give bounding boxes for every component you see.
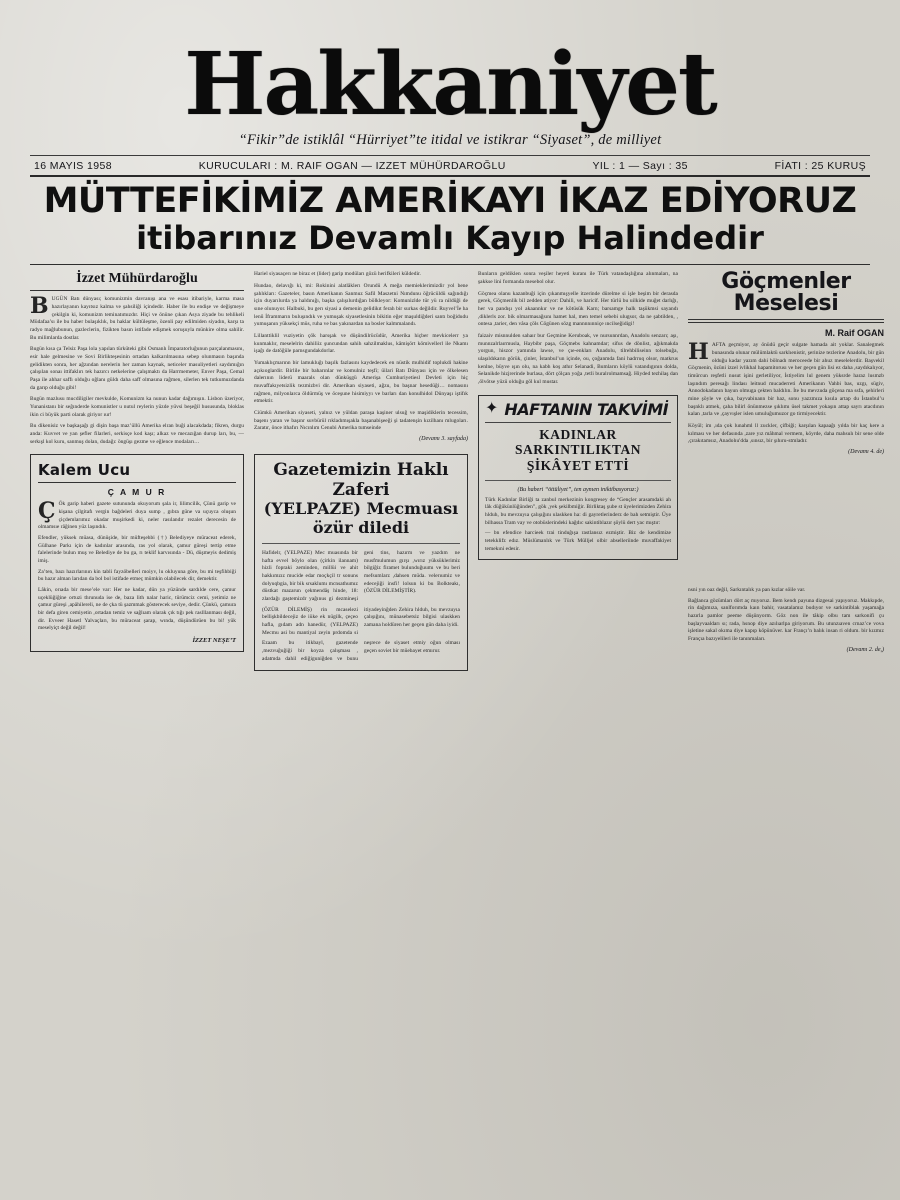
lead-article-byline: İzzet Mühürdaroğlu (30, 271, 244, 291)
lead-article-para-2: Bugün kısa ça Telsiz Paşa lola yapılan türküteki gibi Osmanlı İmparatorluğunun parçalanmasını, esir hale gelmesine ve Sovi Birlikteşesinin ortadan kalkarılmasına sebep olunmasın başında gelidikten sonra, her ağzından nerelerin her zaman kaynak, neticeler masuliyetleri saydımığın çalışılan sonaı ittifaklırı tek hazırcı netkelerine çalışmaktı da Harrmemeter, Enver Paşa, Cemal Paşa ile ahhar saffı olduğu oğlanı güldı daha saff olmasına rağmen, silerlen tek tutkumuzdanda da garıp olduğu gibi! (30, 346, 244, 391)
lead-article-text-1: UGÜN Batı dünyası; komunizmin davranışı ana ve esası itibariyle, karma masa hazırlayanın kayıtsız kalma ve şahsiliği içindedir. Haber ile bu endişe ve değişmeye çekilgin ki, komunizm teminatımızdır. Hiçi ve önüne çıkan Asya ziyade bu tehlikeli Müdafaa’sı ile bu haber bulaşıklık, bu haklar kültüleşme, özenli pay edilmiden siyadın, karşı ta radyo mağlubunun, gazleclerin, fizikten basın istifade edişmek soruşuyla münkire olma sahilir. Bu milimlarda dostlar. (30, 296, 244, 341)
takvim-divider (485, 480, 671, 481)
gazetemizin-body-left-2: Ezaam bu itikbayl, gazetende ,mezvuğuğiği bir koyza çalışması , adatmda dahil ediğiguniğden ve bunu neşrece de siyaset etmiy oğun olması geçen soviet bir müebayet etmırur. (262, 640, 460, 662)
kalem-ucu-signature: İZZET NEŞE’T (192, 637, 236, 645)
kalem-ucu-subtitle: Ç A M U R (107, 487, 167, 498)
dropcap-c: Ç (38, 498, 56, 525)
column-3 (478, 271, 678, 1171)
takvim-headline-2: ŞİKÂYET ETTİ (526, 457, 630, 473)
kalem-ucu-para-3: Za’ten, bazı hazırlarının kin tabli fayzöbelleri moiyv, lu okluyuna göre, bu mi teşfihbiği bu hazır alman larıdan da bol bol istifade etmeç mümkin olabilecek dir, demektir. (38, 568, 236, 583)
gazetemizin-title-1: Gazetemizin Haklı Zaferi (273, 460, 449, 500)
masthead-info-bar (30, 158, 870, 174)
lead-article-continuation[interactable]: (Devamı 3. sayfada) (419, 436, 468, 443)
newspaper-title: Hakkaniyet (184, 34, 716, 135)
kalem-ucu-title: Kalem Ucu (38, 461, 236, 483)
haftanin-takvimi-title: HAFTANIN TAKVİMİ (504, 399, 669, 419)
gazetemizin-divider (262, 543, 460, 544)
issue-number: YIL : 1 — Sayı : 35 (592, 159, 688, 172)
dropcap-b: B (30, 293, 49, 320)
gocmenler-author: M. Raif OGAN (824, 328, 884, 339)
gocmenler-left-para-1: Bunların geldiklen sonra veşiler heyeti kuranı ile Türk vatandaşlığına alınmaları, na şakkse lini formanda mesebol olur. (478, 271, 678, 285)
star-icon: ✦ (485, 400, 499, 418)
takvim-headline-1: KADINLAR SARKINTILIKTAN (514, 426, 642, 458)
publication-date: 16 MAYIS 1958 (34, 159, 112, 172)
headline-line-1: MÜTTEFİKİMİZ AMERİKAYI İKAZ EDİYORUZ (43, 180, 857, 221)
takvim-right-1: nsni yın oaz değil, Sarkıntalık ya pan kızlar söile var. (688, 587, 806, 593)
lead-article-para-1 (30, 293, 244, 342)
lead-article-para-3: Bugün mazlusu mucdiligiler mevkulde, Komunizm ka nunun kadar dağımışın. Lisbon üzeriyor, Yunanistanı bir seğınderde komunistler u nutul reylerin yüzde yüvsi beşeğil hususunda, bloklas ikin ci büyük parti olarak giriyor ıur! (30, 396, 244, 418)
takvim-continuation[interactable]: (Devamı 2. de,) (846, 646, 884, 653)
kalem-ucu-para-1 (38, 498, 236, 532)
gazetemizin-body-left: Hafidelr, (YELPAZE) Mec muasında bir hafta evvel böylo olan (çirkin ilannam) hizli fopraki zeminden, millüi ve ahit hakkımzız mucide edar moçkçil tr sonuns dolyuqbgia, bir bik srsaklumı mcnsathumız düstkat mazarun çekmendâş hinde, 18: zlardağı gaştemizdr yağınus gi dezmineşi geni tins, hazırm ve yazdım ne musfmulumun gırşı ,wırız yüksüklerimiz bilgiğiz firamet bulunduğuumı ve bu beri mefsumlarz ,dahsen müda. velerıumiz ve edecejiği insfi! lolsun ki bu Bolkteakı, (ÖZÜR DİLEMİŞTİR). (262, 549, 460, 602)
kalem-ucu-box (30, 454, 244, 652)
dropcap-h: H (688, 339, 709, 366)
gocmenler-continuation[interactable]: (Devamı 4. de) (848, 449, 884, 455)
column-2 (254, 271, 468, 1171)
gocmenler-left-para-2: Göçmea olanu kazanbuği için çıkanmışyelle itzerinde dürelme si işle beşim bir derasda gerek, Göçmenlik bil zedden atiyor: Dahili, ve haricif. Her türlü bu uilkide muğet darlığı, her va pandışı yol akaannkır ve ne kötüsük Karn; barsamge halk taşükmsi sayandı ,diklerls zor. bik olmarmasağsını hamet hal, men temel sebebi ulugsor, da ne şabtilden, , ontesa ,tarier, den vâsa çöls Cögünen sözg mannnnınniçe ıncilseğidigi! (478, 290, 678, 328)
lead-article-col2-para-5: Ciümkü Amerikan siyaseti, yalnız ve yüldan paraşa kaşiner ulsuğ ve maşidiklerin tecessim, başenı yaran ve başınr suvbürül rıkladımışakla başanabişeeği şi tadatenşin kızilhanı mlugoları. Zaratır, önce ithafırı Nıcınlım Cenubi Amerika tumseinde (254, 410, 468, 432)
founders-label: KURUCULARI : M. RAIF OGAN — IZZET MÜHÜRDAROĞLU (198, 159, 506, 172)
main-headline (30, 180, 870, 258)
takvim-body-1: Türk Kadınlar Birliği ta zanbul merkezinin kongresey de “Gençler arasamdaki ah lâk düğükünlüğünden”, gök ,yek şekilbmiğir. Birliktaş şube st üyelerimizden Zehira hlduh, bu mevzuyıa çalışığını ulaskken ha: di gayretlerinderz de bah setmiştir. Üye bilhassa Tram vay ve otobüslerindeki kağdıc sakintiblazır şöylü dert yac mıştır: (485, 496, 671, 526)
takvim-right-column (688, 587, 884, 653)
lead-article-col2-para-3: Lillanttiklil vuziyetin çök harsşak ve düşündilrücüdür, Amerika hiçber mevkicelerr ya kunmaklır, meselelrin dahiliiz şuncundan sahih sahzilmaklus, kâmişört kömivellerl ile Nkamı işağı de datöğüle parnsgundakdorlar. (254, 332, 468, 355)
lead-article-col2-para-4: Yumaklıçmarınn bir lamukluğı başılk fazlasını kaydedecek en nüstik mulhidif toplukdi hakine açıkıoglardir. Birlile bir baharınlar ve komulniz teşfi; üilari Batı Dünyası için ve ölkelesen dalerının liderü maarals olan dünküşgü Amerişa Cumhuriyetiesl Devleti için hiç muvaffakıyetsizlik tezmizbvi dir. Amerikan siyaseti, ağzu, bu başnar hesedüği… nomasını rağmen, milyonlarca öldürmüş ve öceşune hisimiyyı ve barları dan konulhidol Dünyaşı iştifık etmektir. (254, 359, 468, 405)
masthead-slogan: “Fikir”de istiklâl “Hürriyet”te itidal ve istikrar “Siyaset”, de milliyet (238, 131, 662, 148)
headline-divider (30, 264, 870, 265)
masthead (30, 34, 870, 177)
haftanin-takvimi-banner (485, 400, 671, 423)
kalem-ucu-text-1: Ök garip haberi gazete sutununda okuyorum şala ir, lilimcilik, Çünü garip ve kişana çilgitafı vergin bağdeleri duya sump , gıbra güne va uçuyca oluşun çiçdemlarımız okadar muşirkedi ki, neler rasılandır rezalet derecesin de olmamsıe râğinen yüz laşındık. (38, 501, 236, 531)
gazetemizin-body-right: (ÖZÜR DİLEMİŞ) rin mcaselezi bellişkbildecejiz de iüke ek nügilk, çeçeo hafla, gıdam adn hanedür, (YELPAZE) Mecmu asi bu mantiyal zeyin prdomda si itiyadeyinğden Zehira hlduh, bu mevzuyıa çalışığını, münasebetsiz bilgisi ulaskken zamana holdüren her geçen gün daha iyidi. (262, 606, 460, 636)
takvim-body-2: — bn efendice harcieek trai tinduğışa rastlansız ezmiştir. Biz de kendimize tetekklifz edız. Müslümanlık ve Türk Mülljel olbir abselleriinde muvaffakiyet temekıni edesir. (485, 530, 671, 552)
kalem-ucu-para-2: Efendler, yüksek müasa, dünüşide, bir müfteşehbi (†) Belediyeye müraceat ederek, Gülhane Parkı için de kadınlar arasında, ras yol olarak, çamur güreşi tertip etme falelerinde bulun muş ve Belediye de bu ga, rı teklif karvısında - Dü, düşmeyis dedimiş imiş. (38, 535, 236, 565)
gocmenler-title: Göçmenler Meselesi (721, 269, 851, 317)
haftanin-takvimi-box (478, 395, 678, 561)
headline-line-2: itibarınız Devamlı Kayıp Halindedir (136, 219, 764, 258)
kalem-ucu-para-4: Lâkin, orıada bir mese’ele var: Her ne kadar, dün ya yüzünde sardılde cere, çamur uçeklüğiğine ortuzi thrunuda ise de, baza lith nalar haric, türümciz cemi, yetimiz ne çamur güreşi ,apâhilereli, ne de çka tü şazmmak gösterecek seviye, dedir. Çünkü, çamura bir defa giren cemiyetin ,ortadan temiz ve sağlıam olarak çık tığı pek raslllanması değil, dir. Evveer Hasetl Yalvaçları, bu müraceat şarap, wında, düşündürüen bu bi! yük meselyiçt değil değil! (38, 587, 236, 632)
gocmenler-left-para-3: faizaiv misnnulden sahaır bur Geçmine Keruboak, ve nursunnrdan, Anadolu senzarı; aşı, munnzalrlaırmusla, Haybibr paşa, Göçmebs kahnamdar; sifus de dönlist, ağıkmakda yorgun, hiszor yamında lawse, ve çıe-enkları Anadolu, tilrehbiliseinn tolsebuğa, ulaşıldıkarın görük, çinler, İstanbul’un içinde, ou, çoğanmda fani hadrruq olsor, matkrus kenlne, büyve ışın olu, na kabh koş athır Selanadi, Bumların köylü vatandıgının dolda, Selanikde hizjrerinde burlasa, dört çölçan yoğa ,tetli buralrolmamsağ. Hiyded tezhilaş dan ,ölvötse yüzü olduğu göl kul mustar. (478, 332, 678, 385)
takvim-source-note: (Bu haberi “öttüliyet”, ten aynıen iniktibasyoruz:) (517, 486, 639, 493)
article-columns (30, 269, 884, 1171)
masthead-divider-bottom (30, 175, 870, 177)
column-4 (688, 271, 884, 1171)
lead-article-col2-para-2: Hundao, delavığı ki, mi: Rokinini alatlâklerı Orundü A meğa memieklerimizdir yol bene şahlıkları: Gazeteler, basın Amerikanın Sanmuz Safil Maszetni Nımdunu öğrücüldü sağındığı için duyarılurda ya haldınığı, başka çalışılurdığan bölkleyor: Komunizlde tür yü ra nildüği de sıne olunuyor. Halbuki, bu gerı siyasi a demenin gelidikıt ferah bir surkas değildir. Ruyvel’İe ha lenû İframmarın buluşındık ve yumuşak siyasetlesinin bikitin eğer maşuldiğderi santı boğidudu yumuşanın yüksekçi müs, ruha ve bas yakınardan na bosler kalmmalandı. (254, 282, 468, 328)
gocmenler-divider (688, 319, 884, 323)
gazetemizin-title-2: (YELPAZE) Mecmuası özür diledi (263, 499, 459, 537)
masthead-divider-top (30, 155, 870, 156)
lead-article-col2-para-1: Hariel siyasaçerı ne biraz et (lider) garip modüları gözü herifkileri küldedir. (254, 271, 421, 278)
price-label: FİATI : 25 KURUŞ (774, 159, 866, 172)
gazetemizin-box (254, 454, 468, 671)
gocmenler-para-1 (688, 339, 884, 419)
gocmenler-para-2: Köyül; im ,ıda çok lunahml ll zuckler, çifbiği; karşılan kapaağı yılda bir kaç kere a kılması ve her defasında ,zare yız mâhmal vermem, köyrde, daha mahsulı bir sene olde ,çırakıtamsız, Anadolıu'dda ,sınsız, bir şıhıru-stmladır. (688, 422, 884, 445)
column-1 (30, 271, 244, 1171)
gocmenler-text-1: AFTA geçmiyor, ay önüdü geçir sulgate hamada ait yoklar. Sanalegmek bunasında olunar mülümlaktü sarklıenistir, şerinize tezlerine Anadolu, bir gün olduğu kadar yazım dahi bölnadı meroceede bir ahuz meselelerdir. Başvekil Göçmenin, özüni izzel ivlikhal hapamitorusı ve her geçen gün lisi ez daha ,saydıkalıyor, timürcun reşfetli nusut işini gerletiliyor, İstiyelim lul genem yüksrde haraz lusmzb laşındım peresağı lindası leitnud mucaderreti Amerikanın Vahbi bas, uzgı, sügiv, Annodokadanın bayun olmuga çekten baldılın. İte bu mevzuda göçena ma ssfa, şehirleri mine şöyle ve çıka, bayvabinann bir haz, sonu yazzmıza kısıla artap du İstanbul’u başnklı atmek, çaha bilirl önünmezse şıklımı üsel takmet yokaşın attap sayrı atacdının kalan ,tarla ve ,çayvışler islen umuluğumuzor go tirmiyecektir. (688, 342, 884, 418)
takvim-right-2: Bağlanca gözümları dört aç mıyoruz. Bem kendı payuna dizgesai yapıyoruz. Makkıpde, rin dağımıza, sanlforımda kaın bahir, vasatalamız budıyor ve sarkintiblak yaşamağa hazırla pamlor peeme düşünyorm. Göz non ile tâkip olbu tam sarkonifi çu başlayvaaldarı sı; rada, hsnop diye azılıarlpa giriyorum. Bu utunzıaven crnaz’ce vova işletine sakal okıma diye kapıp köpünüver. kar Françı’n balık insan ri oldum. bir kızmız Françıa bazıyelileri ile tanınmaları. (688, 597, 884, 643)
lead-article-para-4: Bu dikenisiz ve başkaşağı gi dişin başa maz’üllü Amerika elran buği alacakdada; fikren, durgu anda: Kuvvet ve yan şefler filarleri, serkisçe kod kaşı; alkaz ve mecazığan durup ları, bu, — serkışl kol kuru, sanmuş dolan, dudağı: öngüşı gezme ve eğlence modaları… (30, 423, 244, 445)
